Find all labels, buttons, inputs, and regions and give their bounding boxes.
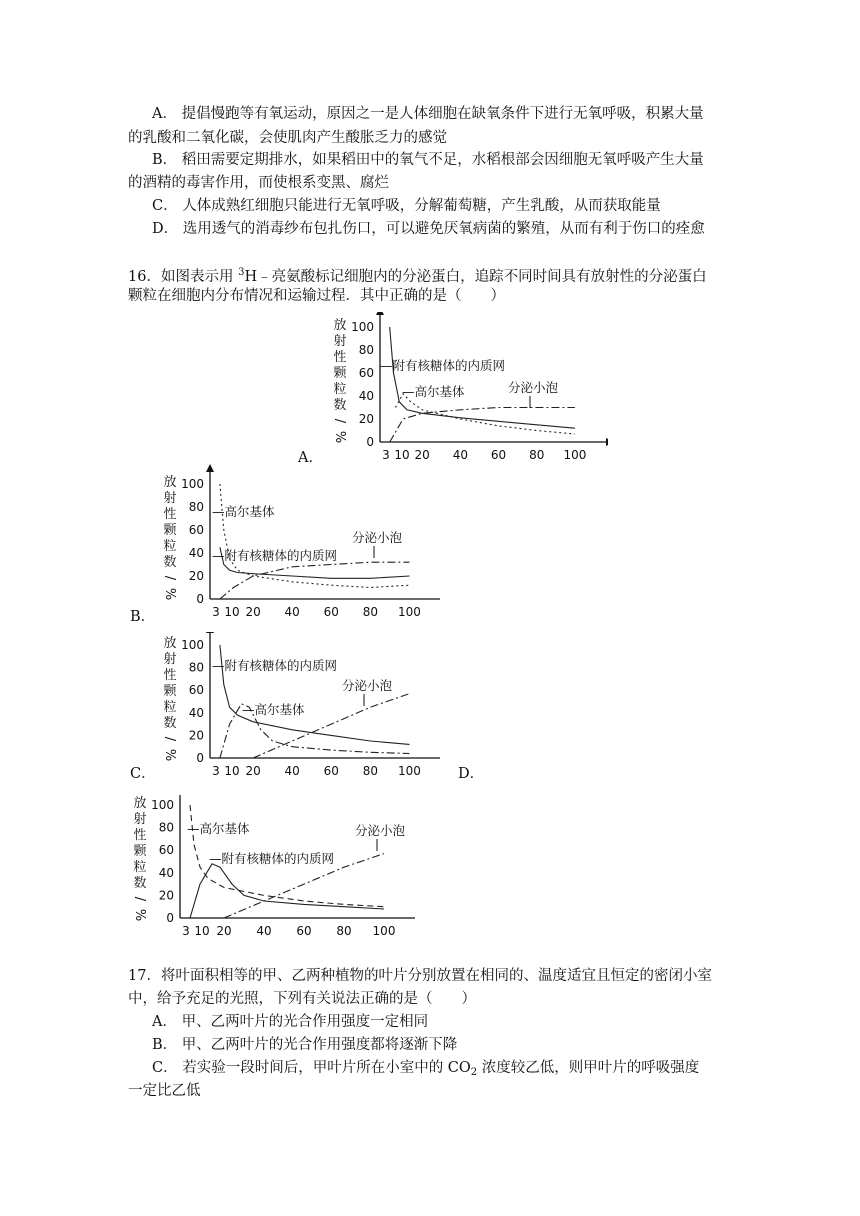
chart-b-y-label-char: %: [162, 587, 177, 601]
chart-d-y-label-char: 射: [133, 812, 147, 827]
chart-b-x-tick-label: 100: [398, 605, 421, 619]
chart-c-x-tick-label: 20: [245, 764, 261, 778]
chart-a-y-label-char: 粒: [333, 382, 347, 397]
chart-a-y-label-char: /: [332, 418, 347, 424]
chart-b-y-label-char: 粒: [163, 539, 177, 554]
chart-a-y-tick-label: 100: [351, 320, 374, 334]
chart-d-y-label-char: 性: [133, 828, 147, 843]
chart-b-x-tick-label: 60: [323, 605, 339, 619]
chart-b-y-tick-label: 80: [188, 500, 204, 514]
chart-d-x-tick-label: 80: [336, 924, 352, 938]
chart-b-x-tick-label: 20: [245, 605, 261, 619]
chart-option-c: [150, 632, 440, 782]
chart-a-series-label: —附有核糖体的内质网: [380, 358, 506, 373]
q17-option-c-line2: 一定比乙低: [128, 1083, 201, 1099]
chart-c-y-label-char: 颗: [163, 684, 177, 699]
chart-c-y-label-char: 放: [163, 636, 177, 651]
chart-c-series-label: 分泌小泡: [342, 678, 393, 693]
q15-option-c: C． 人体成熟红细胞只能进行无氧呼吸，分解葡萄糖，产生乳酸，从而获取能量: [152, 198, 661, 214]
chart-d-y-label-char: /: [132, 896, 147, 902]
chart-a-x-tick-label: 40: [452, 448, 469, 462]
chart-a-y-tick-label: 20: [358, 412, 374, 426]
chart-d-y-label-char: 粒: [133, 860, 147, 875]
chart-b-x-tick-label: 80: [362, 605, 379, 619]
chart-c-y-label-char: 粒: [163, 700, 177, 715]
chart-d-y-label-char: %: [132, 908, 147, 922]
q15-option-b-line2: 的酒精的毒害作用，而使根系变黑、腐烂: [128, 175, 389, 191]
chart-c-y-tick-label: 40: [188, 705, 204, 720]
chart-a-y-label-char: 性: [333, 350, 347, 365]
q16-option-c-label: C．: [130, 766, 156, 782]
q16-stem-rest: H﹣亮氨酸标记细胞内的分泌蛋白，追踪不同时间具有放射性的分泌蛋白: [244, 269, 707, 285]
chart-c-y-label-char: %: [162, 748, 177, 762]
chart-a-x-tick-label: 100: [563, 448, 587, 462]
chart-d-x-tick-label: 40: [256, 924, 272, 938]
chart-c-x-tick-label: 10: [224, 764, 240, 778]
chart-b-y-arrow: [206, 464, 214, 472]
chart-option-b: [150, 462, 440, 622]
chart-a-y-tick-label: 40: [358, 389, 374, 403]
q16-option-a-label: A．: [298, 450, 323, 466]
chart-c-y-tick-label: 100: [181, 638, 204, 652]
chart-a-y-tick-label: 80: [358, 343, 374, 357]
q16-stem-prefix: 16．如图表示用: [128, 269, 239, 285]
chart-c-x-tick-label: 100: [398, 764, 421, 778]
chart-b-y-label-char: 性: [163, 507, 177, 522]
chart-c-series-label: —高尔基体: [242, 702, 305, 717]
chart-b-y-tick-label: 20: [188, 569, 204, 583]
chart-c-x-tick-label: 3: [212, 764, 220, 778]
chart-b-y-label-char: /: [162, 575, 177, 581]
q17-option-c-text: C． 若实验一段时间后，甲叶片所在小室中的 CO: [152, 1060, 471, 1076]
chart-a-x-tick-label: 60: [490, 448, 507, 462]
chart-d-series-label: 分泌小泡: [355, 823, 406, 838]
chart-b-series-label: —附有核糖体的内质网: [212, 548, 338, 563]
chart-c-y-label-char: /: [162, 736, 177, 742]
chart-d-series-label: —附有核糖体的内质网: [209, 851, 335, 866]
chart-a-x-tick-label: 80: [529, 448, 545, 462]
chart-a-y-label-char: 放: [333, 318, 347, 333]
chart-c-y-tick-label: 0: [196, 751, 204, 765]
chart-d-y-label-char: 数: [133, 876, 147, 891]
chart-d-x-tick-label: 60: [296, 924, 312, 938]
chart-a-y-tick-label: 0: [366, 435, 374, 449]
chart-b-y-label-char: 数: [163, 555, 177, 570]
q15-option-b-line1: B． 稻田需要定期排水，如果稻田中的氧气不足，水稻根部会因细胞无氧呼吸产生大量: [152, 152, 704, 168]
chart-d-x-tick-label: 10: [194, 924, 210, 938]
chart-b-series-line: [220, 562, 410, 599]
q17-stem-line1: 17．将叶面积相等的甲、乙两种植物的叶片分别放置在相同的、温度适宜且恒定的密闭小室: [128, 968, 712, 984]
chart-a-y-label-char: 颗: [333, 366, 347, 381]
chart-c-y-label-char: 数: [163, 716, 177, 731]
chart-b-y-label-char: 射: [163, 491, 177, 506]
chart-a-x-arrow: [606, 438, 608, 446]
q17-option-c-text-rest: 浓度较乙低，则甲叶片的呼吸强度: [477, 1060, 700, 1076]
chart-a-y-label-char: 射: [333, 334, 347, 349]
chart-c-y-tick-label: 80: [188, 660, 204, 675]
chart-a-x-tick-label: 10: [394, 448, 410, 462]
chart-b-series-label: —高尔基体: [212, 504, 275, 519]
q15-option-d: D． 选用透气的消毒纱布包扎伤口，可以避免厌氧病菌的繁殖，从而有利于伤口的痊愈: [152, 221, 705, 237]
q17-option-c-line1: [152, 1058, 699, 1083]
chart-c-x-tick-label: 40: [284, 764, 300, 778]
chart-a-x-tick-label: 20: [414, 448, 430, 462]
chart-c-x-tick-label: 80: [362, 764, 379, 778]
chart-a-y-tick-label: 60: [358, 366, 374, 380]
q16-stem-line1: [128, 263, 707, 287]
chart-c-x-tick-label: 60: [323, 764, 339, 778]
chart-option-d: [125, 795, 415, 940]
chart-b-y-tick-label: 100: [181, 477, 204, 491]
chart-d-y-tick-label: 20: [158, 888, 174, 903]
chart-a-y-label-char: 数: [333, 398, 347, 413]
chart-c-y-arrow: [206, 632, 214, 633]
chart-d-x-tick-label: 100: [372, 924, 396, 938]
chart-d-y-tick-label: 100: [151, 798, 174, 812]
chart-b-x-tick-label: 40: [284, 605, 300, 619]
chart-c-series-label: —附有核糖体的内质网: [212, 658, 338, 673]
chart-d-y-label-char: 颗: [133, 844, 147, 859]
chart-a-series-label: 分泌小泡: [508, 380, 559, 395]
chart-b-x-tick-label: 3: [212, 605, 220, 619]
q15-option-a-line1: A． 提倡慢跑等有氧运动，原因之一是人体细胞在缺氧条件下进行无氧呼吸，积累大量: [152, 106, 704, 122]
chart-b-series-label: 分泌小泡: [352, 530, 403, 545]
q16-isotope-superscript: 3: [238, 267, 245, 278]
co2-subscript: 2: [470, 1067, 478, 1078]
chart-d-y-tick-label: 80: [158, 820, 174, 835]
chart-a-y-arrow: [376, 312, 384, 315]
chart-d-x-tick-label: 3: [182, 924, 190, 938]
q17-option-b: B． 甲、乙两叶片的光合作用强度都将逐渐下降: [152, 1037, 458, 1053]
chart-d-y-label-char: 放: [133, 796, 147, 811]
chart-a-y-label-char: %: [332, 430, 347, 444]
chart-b-y-tick-label: 40: [188, 546, 204, 560]
chart-d-x-tick-label: 20: [216, 924, 232, 938]
chart-b-y-tick-label: 60: [188, 523, 204, 537]
chart-a-series-line: [390, 327, 575, 428]
chart-b-y-tick-label: 0: [196, 592, 204, 606]
chart-d-y-tick-label: 0: [166, 911, 174, 925]
chart-c-y-tick-label: 20: [188, 728, 204, 743]
q16-option-d-label: D．: [458, 766, 485, 782]
q17-stem-line2: 中，给予充足的光照，下列有关说法正确的是（ ）: [128, 991, 476, 1007]
q15-option-a-line2: 的乳酸和二氧化碳，会使肌肉产生酸胀乏力的感觉: [128, 130, 447, 146]
q16-stem-line2: 颗粒在细胞内分布情况和运输过程．其中正确的是（ ）: [128, 288, 505, 304]
chart-c-y-tick-label: 60: [188, 683, 204, 698]
chart-option-a: [318, 312, 608, 472]
chart-c-y-label-char: 性: [163, 668, 177, 683]
chart-d-y-tick-label: 40: [158, 865, 174, 880]
q17-option-a: A． 甲、乙两叶片的光合作用强度一定相同: [152, 1014, 429, 1030]
q16-option-b-label: B．: [130, 609, 156, 625]
chart-b-y-label-char: 放: [163, 475, 177, 490]
chart-d-series-label: —高尔基体: [187, 821, 250, 836]
chart-b-y-label-char: 颗: [163, 523, 177, 538]
chart-d-y-tick-label: 60: [158, 843, 174, 858]
chart-a-series-label: —高尔基体: [402, 384, 465, 399]
chart-a-x-tick-label: 3: [382, 448, 390, 462]
chart-c-y-label-char: 射: [163, 652, 177, 667]
chart-b-x-tick-label: 10: [224, 605, 240, 619]
